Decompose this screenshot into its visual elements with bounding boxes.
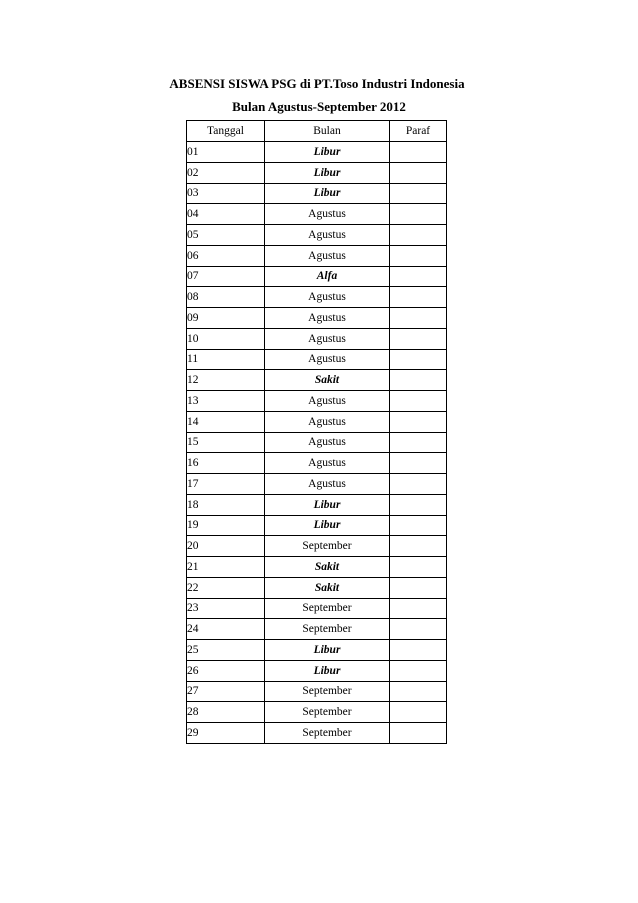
date-cell: 19: [187, 515, 265, 536]
month-cell: September: [265, 702, 390, 723]
date-cell: 13: [187, 391, 265, 412]
table-row: [187, 245, 447, 266]
table-row: [187, 370, 447, 391]
table-row: [187, 287, 447, 308]
date-cell: 02: [187, 162, 265, 183]
date-cell: 28: [187, 702, 265, 723]
signature-cell[interactable]: [390, 494, 447, 515]
date-cell: 20: [187, 536, 265, 557]
date-cell: 22: [187, 577, 265, 598]
date-cell: 15: [187, 432, 265, 453]
table-row: [187, 557, 447, 578]
signature-cell[interactable]: [390, 308, 447, 329]
signature-cell[interactable]: [390, 723, 447, 744]
signature-cell[interactable]: [390, 204, 447, 225]
date-cell: 24: [187, 619, 265, 640]
signature-cell[interactable]: [390, 142, 447, 163]
month-cell: Agustus: [265, 432, 390, 453]
table-row: [187, 225, 447, 246]
table-row: [187, 723, 447, 744]
month-cell: Agustus: [265, 204, 390, 225]
signature-cell[interactable]: [390, 453, 447, 474]
signature-cell[interactable]: [390, 391, 447, 412]
table-row: [187, 577, 447, 598]
date-cell: 08: [187, 287, 265, 308]
date-cell: 25: [187, 640, 265, 661]
document-title-text: ABSENSI SISWA PSG di PT.Toso Industri Indonesia: [169, 76, 465, 91]
month-cell: September: [265, 723, 390, 744]
status-cell: Alfa: [265, 266, 390, 287]
date-cell: 06: [187, 245, 265, 266]
signature-cell[interactable]: [390, 702, 447, 723]
table-row: [187, 494, 447, 515]
signature-cell[interactable]: [390, 536, 447, 557]
month-cell: Agustus: [265, 474, 390, 495]
signature-cell[interactable]: [390, 225, 447, 246]
signature-cell[interactable]: [390, 640, 447, 661]
table-row: [187, 162, 447, 183]
date-cell: 05: [187, 225, 265, 246]
date-cell: 11: [187, 349, 265, 370]
table-row: [187, 474, 447, 495]
month-cell: Agustus: [265, 245, 390, 266]
attendance-table: [186, 120, 447, 744]
date-cell: 18: [187, 494, 265, 515]
month-cell: Agustus: [265, 349, 390, 370]
date-cell: 10: [187, 328, 265, 349]
status-cell: Libur: [265, 515, 390, 536]
table-row: [187, 640, 447, 661]
signature-cell[interactable]: [390, 598, 447, 619]
date-cell: 01: [187, 142, 265, 163]
signature-cell[interactable]: [390, 411, 447, 432]
table-row: [187, 536, 447, 557]
status-cell: Libur: [265, 142, 390, 163]
signature-cell[interactable]: [390, 577, 447, 598]
signature-cell[interactable]: [390, 619, 447, 640]
table-row: [187, 598, 447, 619]
date-cell: 29: [187, 723, 265, 744]
signature-cell[interactable]: [390, 474, 447, 495]
signature-cell[interactable]: [390, 162, 447, 183]
signature-cell[interactable]: [390, 557, 447, 578]
month-cell: Agustus: [265, 391, 390, 412]
date-cell: 14: [187, 411, 265, 432]
date-cell: 07: [187, 266, 265, 287]
signature-cell[interactable]: [390, 287, 447, 308]
date-cell: 09: [187, 308, 265, 329]
date-cell: 12: [187, 370, 265, 391]
status-cell: Sakit: [265, 370, 390, 391]
month-cell: Agustus: [265, 225, 390, 246]
table-row: [187, 660, 447, 681]
status-cell: Sakit: [265, 557, 390, 578]
header-month: Bulan: [265, 121, 390, 142]
signature-cell[interactable]: [390, 660, 447, 681]
table-row: [187, 681, 447, 702]
signature-cell[interactable]: [390, 183, 447, 204]
signature-cell[interactable]: [390, 328, 447, 349]
attendance-table-body: [187, 142, 447, 744]
table-row: [187, 328, 447, 349]
table-row: [187, 142, 447, 163]
table-header-row: [187, 121, 447, 142]
table-row: [187, 432, 447, 453]
signature-cell[interactable]: [390, 370, 447, 391]
date-cell: 26: [187, 660, 265, 681]
month-cell: Agustus: [265, 453, 390, 474]
month-cell: Agustus: [265, 328, 390, 349]
document-subtitle-text: Bulan Agustus-September 2012: [232, 99, 406, 114]
table-row: [187, 411, 447, 432]
month-cell: September: [265, 619, 390, 640]
table-row: [187, 266, 447, 287]
table-row: [187, 308, 447, 329]
table-row: [187, 204, 447, 225]
month-cell: September: [265, 536, 390, 557]
month-cell: Agustus: [265, 287, 390, 308]
month-cell: Agustus: [265, 411, 390, 432]
signature-cell[interactable]: [390, 245, 447, 266]
status-cell: Libur: [265, 660, 390, 681]
month-cell: Agustus: [265, 308, 390, 329]
month-cell: September: [265, 598, 390, 619]
table-row: [187, 453, 447, 474]
signature-cell[interactable]: [390, 432, 447, 453]
document-subtitle: [0, 99, 638, 115]
table-row: [187, 183, 447, 204]
header-signature: Paraf: [390, 121, 447, 142]
date-cell: 21: [187, 557, 265, 578]
signature-cell[interactable]: [390, 266, 447, 287]
status-cell: Sakit: [265, 577, 390, 598]
document-title: [0, 76, 638, 92]
table-row: [187, 619, 447, 640]
date-cell: 04: [187, 204, 265, 225]
signature-cell[interactable]: [390, 681, 447, 702]
signature-cell[interactable]: [390, 349, 447, 370]
date-cell: 16: [187, 453, 265, 474]
date-cell: 23: [187, 598, 265, 619]
table-row: [187, 702, 447, 723]
month-cell: September: [265, 681, 390, 702]
date-cell: 17: [187, 474, 265, 495]
status-cell: Libur: [265, 640, 390, 661]
signature-cell[interactable]: [390, 515, 447, 536]
table-row: [187, 349, 447, 370]
status-cell: Libur: [265, 162, 390, 183]
table-row: [187, 391, 447, 412]
status-cell: Libur: [265, 494, 390, 515]
status-cell: Libur: [265, 183, 390, 204]
date-cell: 27: [187, 681, 265, 702]
header-date: Tanggal: [187, 121, 265, 142]
table-row: [187, 515, 447, 536]
date-cell: 03: [187, 183, 265, 204]
